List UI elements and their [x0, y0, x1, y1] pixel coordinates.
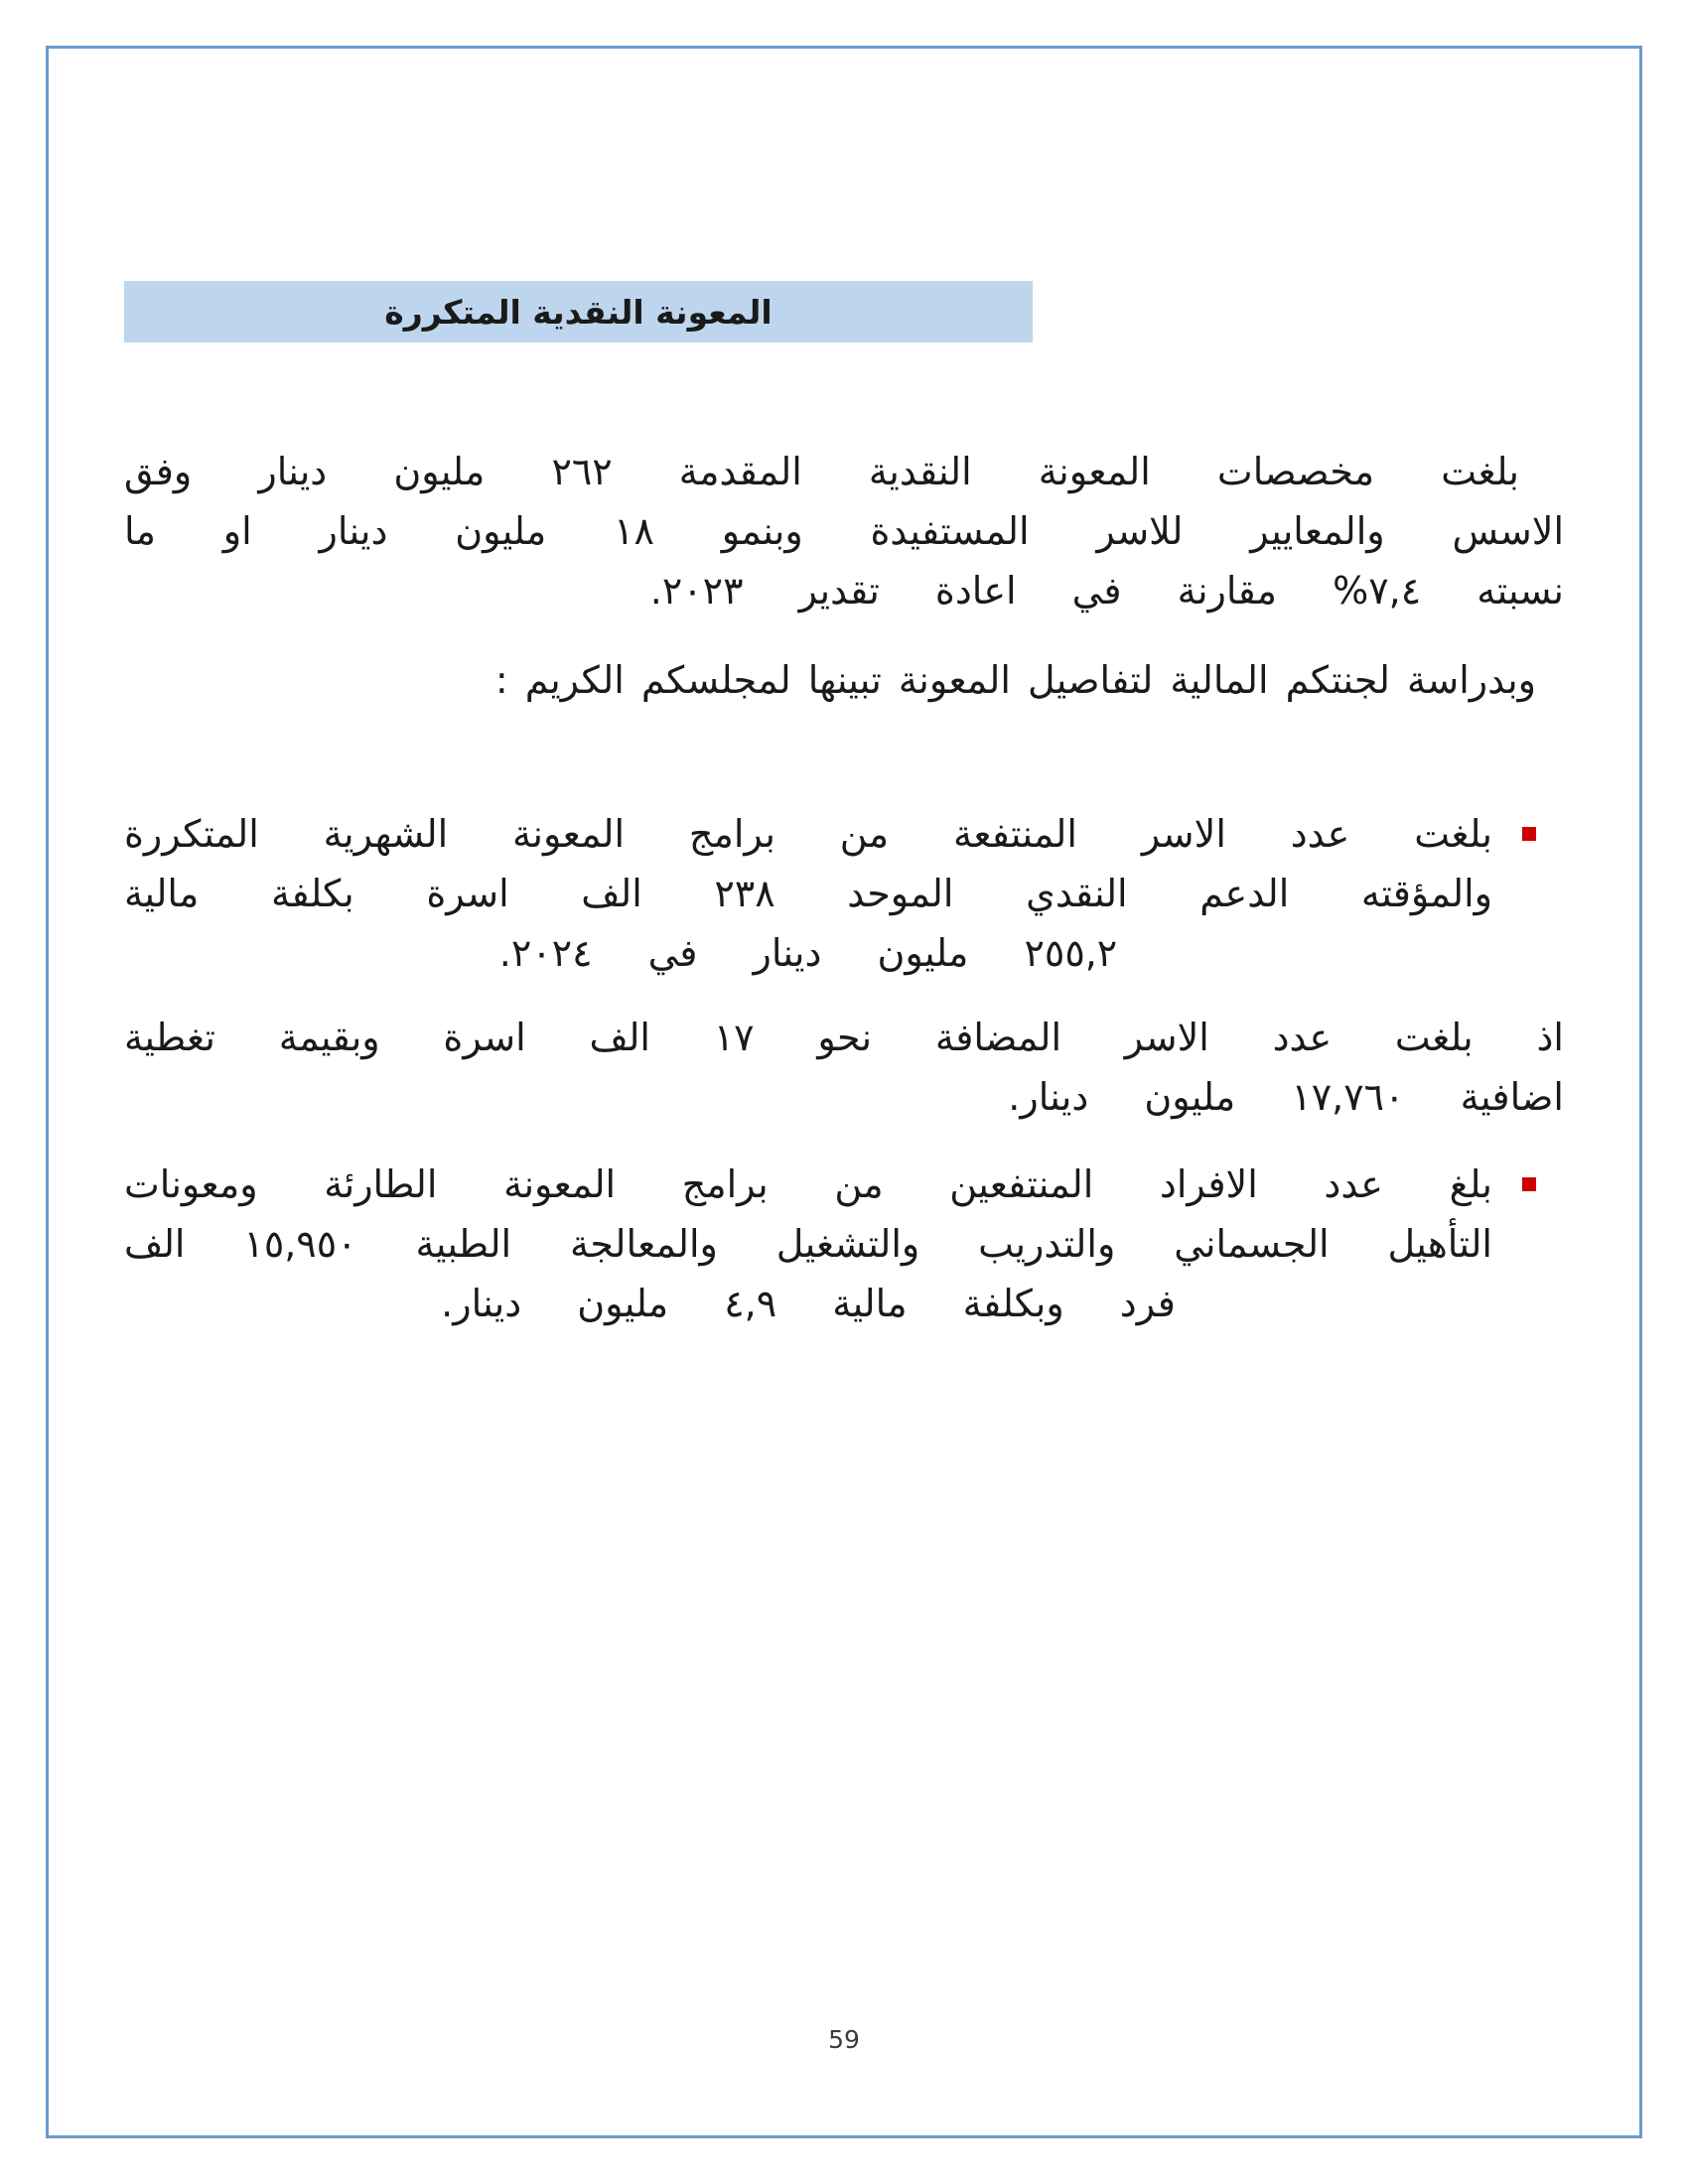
red-square-bullet-icon [1522, 827, 1536, 841]
section-title: المعونة النقدية المتكررة [384, 292, 773, 332]
committee-line: وبدراسة لجنتكم المالية لتفاصيل المعونة تبينها لمجلسكم الكريم : [494, 658, 1536, 702]
section-title-box [124, 281, 1033, 342]
page-number: 59 [828, 2025, 860, 2054]
bullet-item-individuals [124, 1155, 1564, 1333]
bullet-individuals-text: بلغ عدد الافراد المنتفعين من برامج المعونة الطارئة ومعونات التأهيل الجسماني والتدريب والتشغيل والمعالجة الطبية ١٥,٩٥٠ الف فرد وبكلفة مالية ٤,٩ مليون دينار. [124, 1162, 1492, 1325]
bullet-families-text: بلغت عدد الاسر المنتفعة من برامج المعونة الشهرية المتكررة والمؤقته الدعم النقدي الموحد ٢٣٨ الف اسرة بكلفة مالية ٢٥٥,٢ مليون دينار في ٢٠٢٤. [124, 812, 1492, 975]
bullet-item-families [124, 804, 1564, 983]
red-square-bullet-icon [1522, 1177, 1536, 1191]
intro-paragraph: بلغت مخصصات المعونة النقدية المقدمة ٢٦٢ مليون دينار وفق الاسس والمعايير للاسر المستفيدة وبنمو ١٨ مليون دينار او ما نسبته ٧,٤% مقارنة في اعادة تقدير ٢٠٢٣. [124, 450, 1564, 613]
page-content [124, 281, 1564, 1333]
added-families-paragraph: اذ بلغت عدد الاسر المضافة نحو ١٧ الف اسرة وبقيمة تغطية اضافية ١٧,٧٦٠ مليون دينار. [124, 1016, 1564, 1119]
